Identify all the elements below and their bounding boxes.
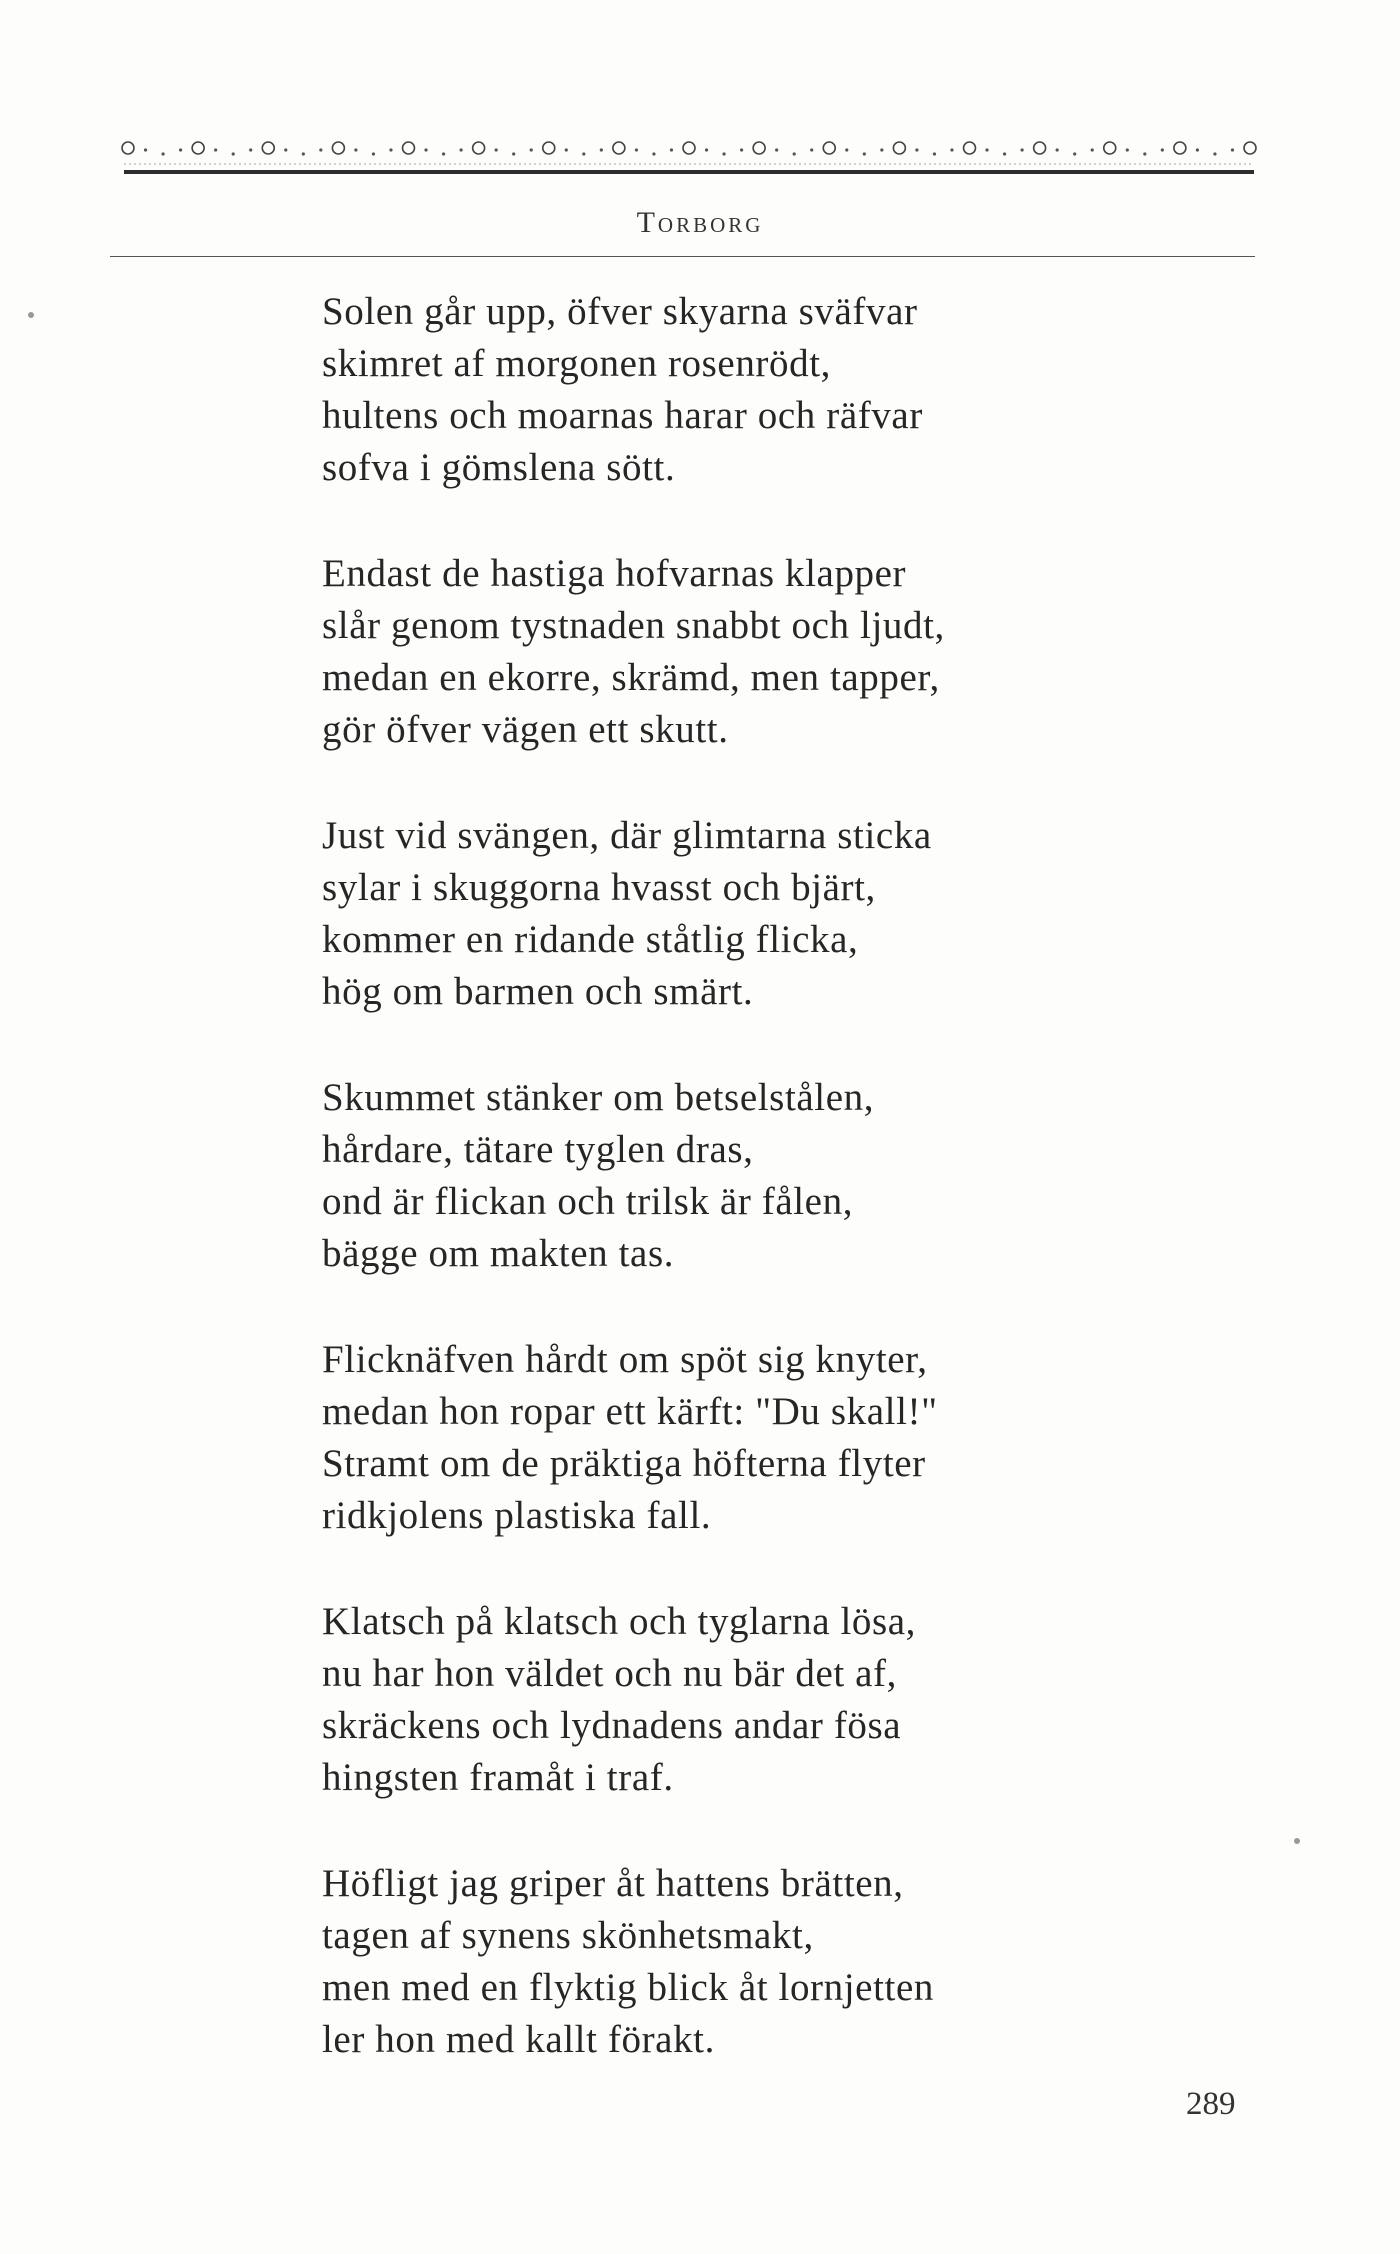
ornament-dot (249, 148, 252, 151)
ornament-dot (459, 148, 462, 151)
ornament-ring (192, 142, 204, 154)
poem-line: medan hon ropar ett kärft: "Du skall!" (322, 1390, 938, 1433)
ornament-dot (880, 148, 883, 151)
poem-line: skräckens och lydnadens andar fösa (322, 1704, 902, 1747)
poem-line: ond är flickan och trilsk är fålen, (322, 1180, 854, 1223)
ornament-ring (1174, 142, 1186, 154)
paper-speck (1294, 1838, 1300, 1844)
ornament-ring (403, 142, 415, 154)
header-rule (110, 256, 1255, 257)
ornament-ring (613, 142, 625, 154)
ornament-dot (933, 152, 936, 155)
ornament-ring (122, 142, 134, 154)
ornament-dot (1161, 148, 1164, 151)
stanza (322, 1334, 1222, 1596)
ornament-dot (161, 152, 164, 155)
ornament-dot (863, 152, 866, 155)
ornament-dot (565, 148, 568, 151)
ornament-ring (473, 142, 485, 154)
ornament-ring (262, 142, 274, 154)
ornament-dot (1056, 148, 1059, 151)
poem-line: Klatsch på klatsch och tyglarna lösa, (322, 1600, 917, 1643)
ornament-ring (1034, 142, 1046, 154)
poem-line: sylar i skuggorna hvasst och bjärt, (322, 866, 876, 909)
poem-line: Skummet stänker om betselstålen, (322, 1076, 875, 1119)
ornament-dot (302, 152, 305, 155)
poem-line: Flicknäfven hårdt om spöt sig knyter, (322, 1338, 928, 1381)
ornament-dot (530, 148, 533, 151)
ornament-dot (1003, 152, 1006, 155)
running-head-title: Torborg (636, 206, 764, 239)
poem-line: medan en ekorre, skrämd, men tapper, (322, 656, 940, 699)
ornament-dot (1143, 152, 1146, 155)
poem-line: skimret af morgonen rosenrödt, (322, 342, 832, 385)
ornament-dot (214, 148, 217, 151)
poem-line: hingsten framåt i traf. (322, 1756, 674, 1799)
ornament-dot (722, 152, 725, 155)
ornament-dot (179, 148, 182, 151)
ornament-dot (810, 148, 813, 151)
stanza (322, 548, 1222, 810)
poem-body (322, 286, 1222, 2120)
poem-line: Höfligt jag griper åt hattens brätten, (322, 1862, 904, 1905)
stanza (322, 1596, 1222, 1858)
ornament-dot (1213, 152, 1216, 155)
ornament-dot (1020, 148, 1023, 151)
ornament-dot (652, 152, 655, 155)
ornament-dot (635, 148, 638, 151)
ornament-ring (753, 142, 765, 154)
ornament-dot (670, 148, 673, 151)
poem-line: bägge om makten tas. (322, 1232, 675, 1275)
ornament-dot (319, 148, 322, 151)
ornament-dot (144, 148, 147, 151)
stanza (322, 286, 1222, 548)
ornament-ring (543, 142, 555, 154)
poem-line: ridkjolens plastiska fall. (322, 1494, 712, 1537)
ornament-dot (372, 152, 375, 155)
ornament-dot (740, 148, 743, 151)
ornament-dot (442, 152, 445, 155)
ornament-ring (964, 142, 976, 154)
ornament-dot (985, 148, 988, 151)
ornament-ring (683, 142, 695, 154)
ornament-dot (1126, 148, 1129, 151)
ornament-dot (232, 152, 235, 155)
ornament-dot (1231, 148, 1234, 151)
ornament-dot (950, 148, 953, 151)
poem-line: hög om barmen och smärt. (322, 970, 754, 1013)
ornament-ring (893, 142, 905, 154)
poem-line: men med en flyktig blick åt lornjetten (322, 1966, 934, 2009)
ornament-dot (389, 148, 392, 151)
poem-line: gör öfver vägen ett skutt. (322, 708, 729, 751)
poem-line: ler hon med kallt förakt. (322, 2018, 715, 2061)
poem-line: nu har hon väldet och nu bär det af, (322, 1652, 897, 1695)
poem-line: kommer en ridande ståtlig flicka, (322, 918, 859, 961)
ornament-dot (845, 148, 848, 151)
page-number: 289 (1186, 2086, 1236, 2122)
poem-line: sofva i gömslena sött. (322, 446, 676, 489)
ornament-dot (1073, 152, 1076, 155)
ornament-dot (1091, 148, 1094, 151)
ornament-dot (1196, 148, 1199, 151)
poem-line: tagen af synens skönhetsmakt, (322, 1914, 814, 1957)
ornament-dot (284, 148, 287, 151)
ornament-dot (915, 148, 918, 151)
ornament-dot (775, 148, 778, 151)
ornament-dot (495, 148, 498, 151)
ornamental-border-icon (118, 126, 1260, 176)
ornament-ring (332, 142, 344, 154)
stanza (322, 810, 1222, 1072)
stanza (322, 1858, 1222, 2120)
poem-line: slår genom tystnaden snabbt och ljudt, (322, 604, 945, 647)
ornament-dot (705, 148, 708, 151)
ornament-dot (424, 148, 427, 151)
ornament-dot (793, 152, 796, 155)
ornament-dot (582, 152, 585, 155)
poem-line: Just vid svängen, där glimtarna sticka (322, 814, 932, 857)
ornament-ring (1104, 142, 1116, 154)
poem-line: Endast de hastiga hofvarnas klapper (322, 552, 907, 595)
ornament-ring (823, 142, 835, 154)
ornament-dot (600, 148, 603, 151)
poem-line: hultens och moarnas harar och räfvar (322, 394, 923, 437)
ornament-ring (1244, 142, 1256, 154)
poem-line: Solen går upp, öfver skyarna sväfvar (322, 290, 918, 333)
poem-line: hårdare, tätare tyglen dras, (322, 1128, 754, 1171)
ornament-dot (354, 148, 357, 151)
ornament-dot (512, 152, 515, 155)
paper-speck (28, 312, 34, 318)
stanza (322, 1072, 1222, 1334)
poem-line: Stramt om de präktiga höfterna flyter (322, 1442, 926, 1485)
